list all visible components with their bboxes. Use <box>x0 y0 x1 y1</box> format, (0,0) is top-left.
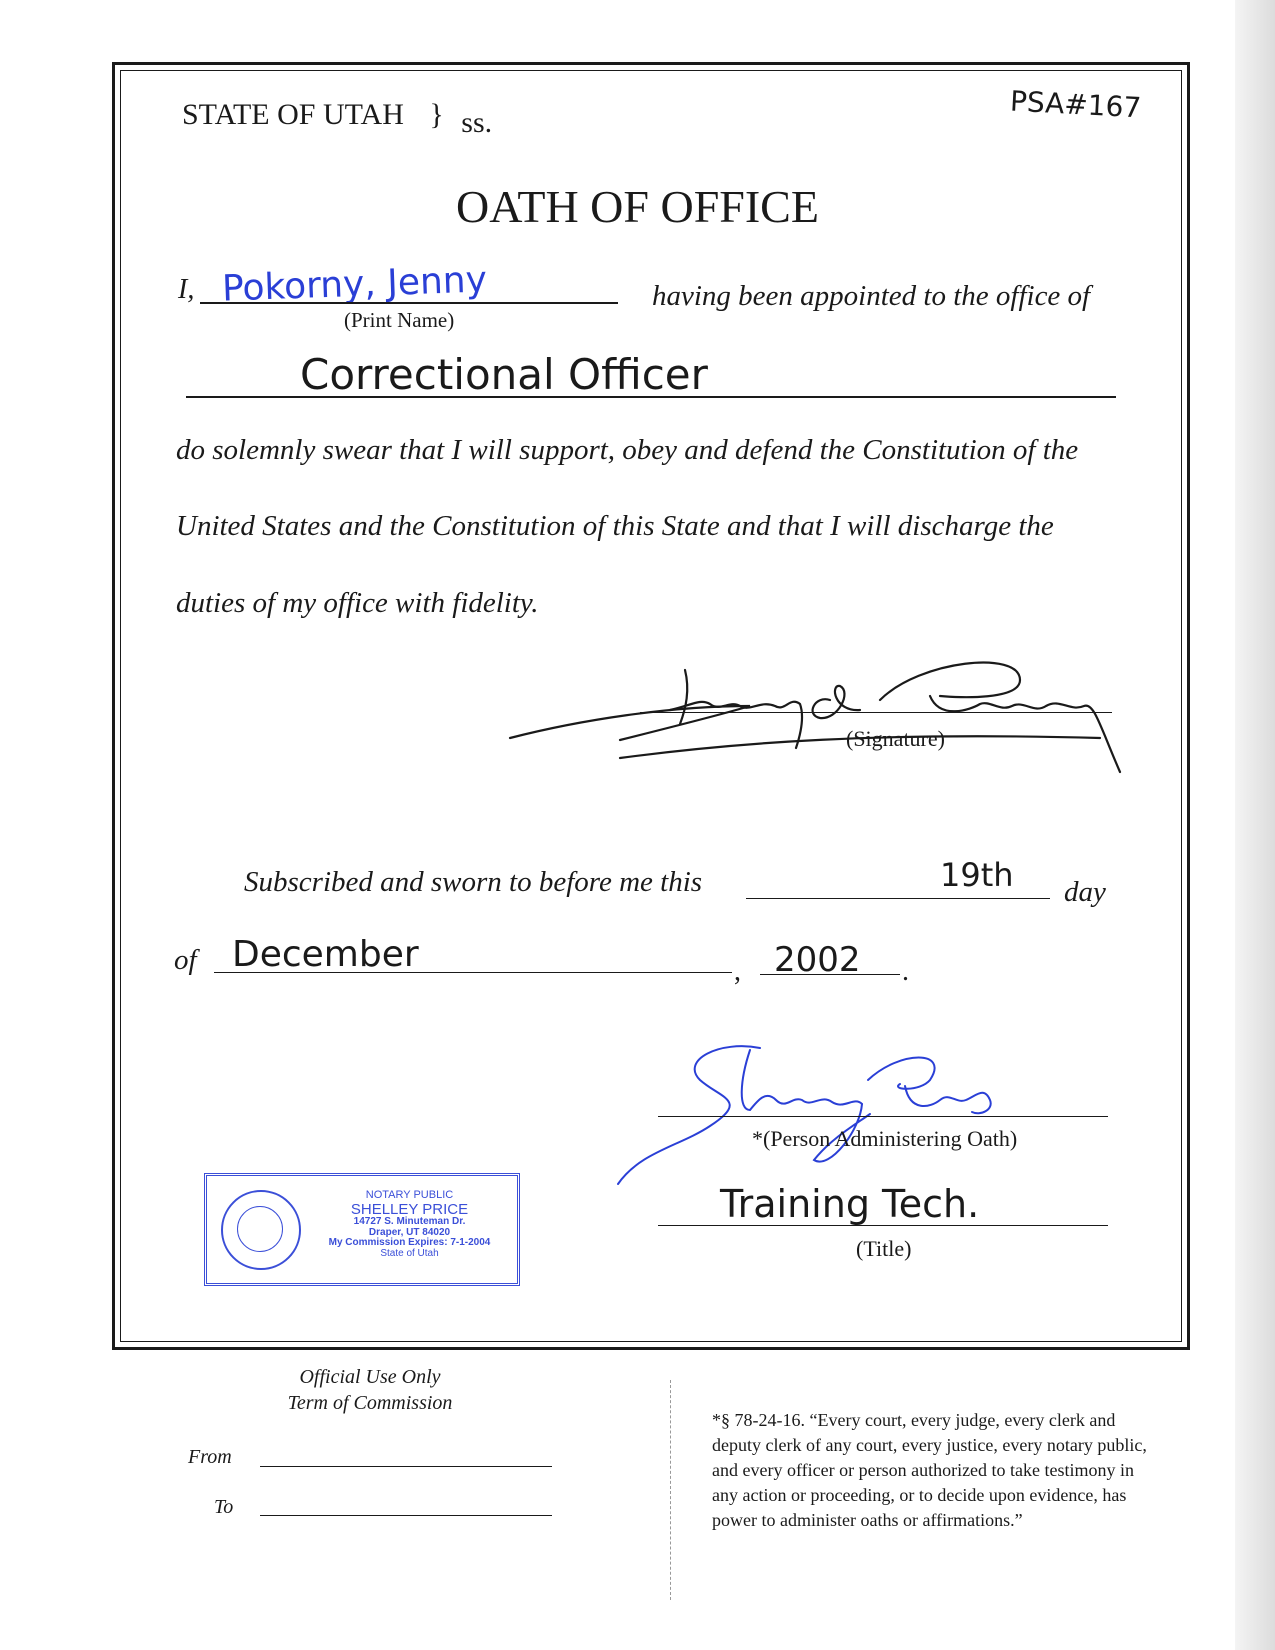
statute-line-1: *§ 78-24-16. “Every court, every judge, every clerk and <box>712 1410 1116 1430</box>
file-reference: PSA#167 <box>1009 84 1143 125</box>
administrator-title-value: Training Tech. <box>720 1182 980 1226</box>
printed-name: Pokorny, Jenny <box>221 259 488 310</box>
footer-divider <box>670 1380 671 1600</box>
statute-line-2: deputy clerk of any court, every justice, every notary public, <box>712 1435 1147 1455</box>
stamp-line-4: Draper, UT 84020 <box>368 1226 451 1238</box>
page-edge-shadow <box>1235 0 1275 1650</box>
day-value: 19th <box>940 856 1014 894</box>
appointed-text: having been appointed to the office of <box>652 280 1091 312</box>
notary-seal-icon <box>221 1190 301 1270</box>
month-line <box>214 972 732 973</box>
notary-stamp-text <box>307 1190 512 1259</box>
office-name: Correctional Officer <box>300 350 708 399</box>
print-name-caption: (Print Name) <box>344 308 455 332</box>
stamp-line-3: 14727 S. Minuteman Dr. <box>353 1216 466 1228</box>
day-line <box>746 898 1050 899</box>
title-caption: (Title) <box>856 1236 912 1261</box>
oath-line-2: United States and the Constitution of this State and that I will discharge the <box>176 510 1054 542</box>
print-name-line <box>200 302 618 304</box>
administrator-caption: *(Person Administering Oath) <box>752 1126 1018 1151</box>
state-label: STATE OF UTAH <box>182 98 404 131</box>
stamp-line-1: NOTARY PUBLIC <box>365 1189 454 1201</box>
stamp-line-2: SHELLEY PRICE <box>350 1200 469 1218</box>
year-value: 2002 <box>774 940 861 980</box>
month-comma: , <box>734 956 741 987</box>
subscribed-text: Subscribed and sworn to before me this <box>244 866 703 898</box>
term-heading: Term of Commission <box>287 1392 453 1414</box>
year-period: . <box>902 956 909 987</box>
office-line <box>186 396 1116 398</box>
day-word: day <box>1064 876 1106 908</box>
statute-line-5: power to administer oaths or affirmations.” <box>712 1510 1023 1530</box>
official-use-heading: Official Use Only <box>299 1366 441 1388</box>
statute-line-4: any action or proceeding, or to decide upon evidence, has <box>712 1485 1127 1505</box>
administrator-line <box>658 1116 1108 1117</box>
signature-caption: (Signature) <box>846 726 945 751</box>
from-label: From <box>188 1446 232 1468</box>
ss-label: ss. <box>461 106 493 139</box>
statute-line-3: and every officer or person authorized to take testimony in <box>712 1460 1135 1480</box>
i-prefix: I, <box>178 274 195 305</box>
signature-line <box>640 712 1112 713</box>
state-heading <box>182 98 493 139</box>
from-field[interactable] <box>260 1466 552 1467</box>
title-line <box>658 1225 1108 1226</box>
stamp-line-5: My Commission Expires: 7-1-2004 <box>328 1237 491 1249</box>
officer-signature <box>500 640 1140 780</box>
stamp-line-6: State of Utah <box>380 1247 439 1259</box>
year-line <box>760 974 900 975</box>
notary-stamp <box>204 1173 520 1286</box>
form-title: OATH OF OFFICE <box>456 181 819 232</box>
administrator-signature <box>600 1030 1020 1190</box>
to-label: To <box>214 1496 234 1518</box>
oath-line-3: duties of my office with fidelity. <box>176 587 539 619</box>
brace: } <box>429 98 444 131</box>
to-field[interactable] <box>260 1515 552 1516</box>
oath-line-1: do solemnly swear that I will support, obey and defend the Constitution of the <box>176 434 1079 466</box>
month-value: December <box>232 934 419 975</box>
statute-note <box>712 1408 1147 1533</box>
of-label: of <box>174 944 197 976</box>
